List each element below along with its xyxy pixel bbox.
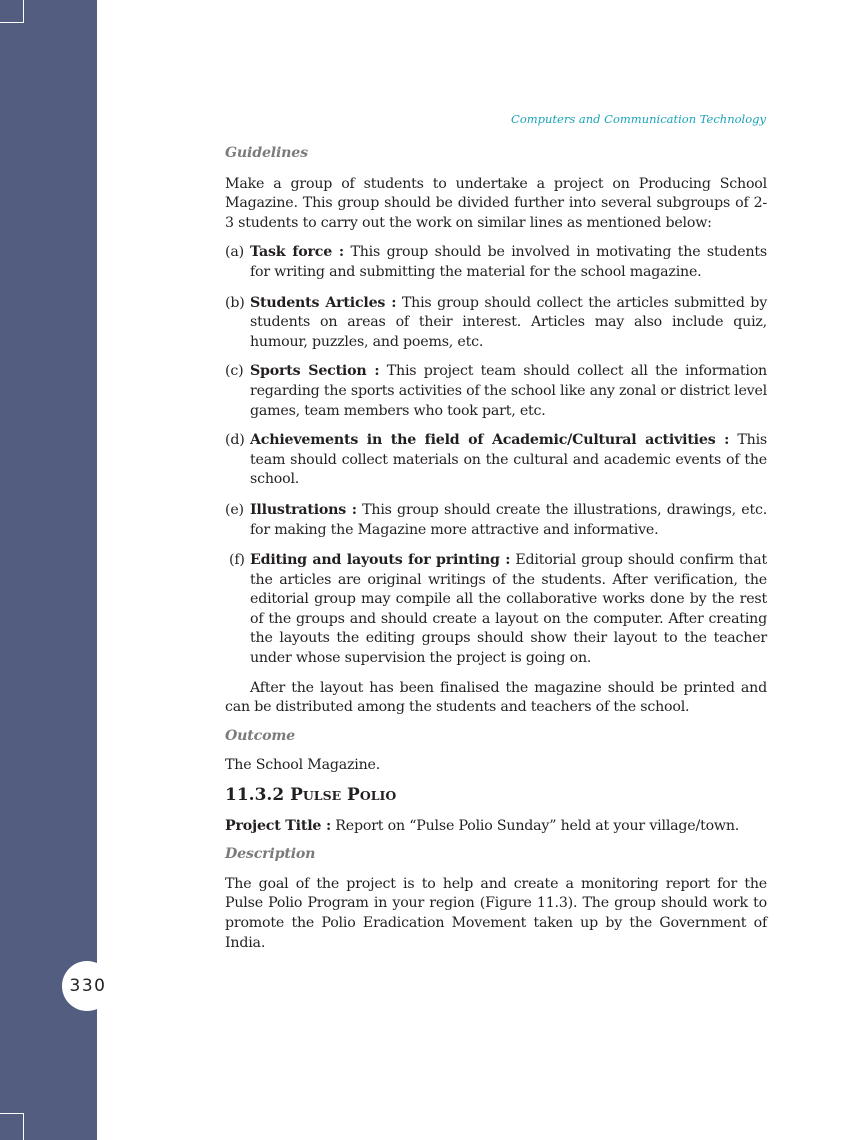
list-marker: (f) — [229, 552, 245, 569]
item-title: Achievements in the field of Academic/Cultural activities : — [250, 432, 730, 449]
list-item — [225, 294, 767, 353]
item-text: This group should be involved in motivating the students for writing and submitting the material for the school magazine. — [250, 244, 767, 280]
running-head: Computers and Communication Technology — [511, 112, 766, 126]
section-title: PULSE POLIO — [290, 785, 397, 806]
item-title: Sports Section : — [250, 363, 380, 380]
item-title: Editing and layouts for printing : — [250, 552, 511, 569]
outcome-text: The School Magazine. — [225, 757, 381, 774]
description-heading: Description — [225, 846, 316, 863]
item-title: Students Articles : — [250, 294, 397, 311]
list-marker: (b) — [225, 294, 245, 311]
item-text: This project team should collect all the information regarding the sports activities of the school like any zonal or district level games, team members who took part, etc. — [250, 363, 767, 419]
list-item — [225, 501, 767, 540]
list-marker: (e) — [225, 501, 244, 518]
guidelines-intro: Make a group of students to undertake a project on Producing School Magazine. This group should be divided further into several subgroups of 2-3 students to carry out the work on similar lines as mentioned below: — [225, 175, 767, 231]
list-item — [225, 551, 767, 669]
list-item — [225, 243, 767, 282]
section-number: 11.3.2 — [225, 785, 285, 806]
crop-mark-top — [0, 0, 24, 23]
project-title — [225, 817, 767, 837]
list-item — [225, 362, 767, 421]
list-item — [225, 431, 767, 490]
description-text: The goal of the project is to help and create a monitoring report for the Pulse Polio Program in your region (Figure 11.3). The group should work to promote the Polio Eradication Movement taken up by the Government of India. — [225, 875, 767, 951]
page-number: 330 — [62, 961, 112, 1011]
project-title-text: Report on “Pulse Polio Sunday” held at your village/town. — [331, 817, 740, 834]
crop-mark-bottom — [0, 1113, 24, 1140]
item-text: Editorial group should confirm that the articles are original writings of the students. After verification, the editorial group may compile all the collaborative works done by the rest of the groups and should create a layout on the computer. After creating the layouts the editing groups should show their layout to the teacher under whose supervision the project is going on. — [250, 552, 768, 667]
item-title: Illustrations : — [250, 501, 357, 518]
section-heading — [225, 786, 767, 806]
outcome-heading: Outcome — [225, 727, 295, 744]
item-text: This group should create the illustrations, drawings, etc. for making the Magazine more attractive and informative. — [250, 501, 768, 538]
list-marker: (c) — [225, 363, 244, 380]
guidelines-closing: After the layout has been finalised the magazine should be printed and can be distributed among the students and teachers of the school. — [225, 679, 767, 716]
item-text: This team should collect materials on the cultural and academic events of the school. — [250, 432, 768, 488]
item-text: This group should collect the articles submitted by students on areas of their interest. Articles may also include quiz, humour, puzzles, and poems, etc. — [250, 294, 768, 350]
page-content — [225, 144, 767, 953]
item-title: Task force : — [250, 244, 344, 261]
list-marker: (a) — [225, 244, 244, 261]
guidelines-heading: Guidelines — [225, 145, 308, 161]
list-marker: (d) — [225, 432, 245, 449]
project-title-label: Project Title : — [225, 817, 331, 834]
